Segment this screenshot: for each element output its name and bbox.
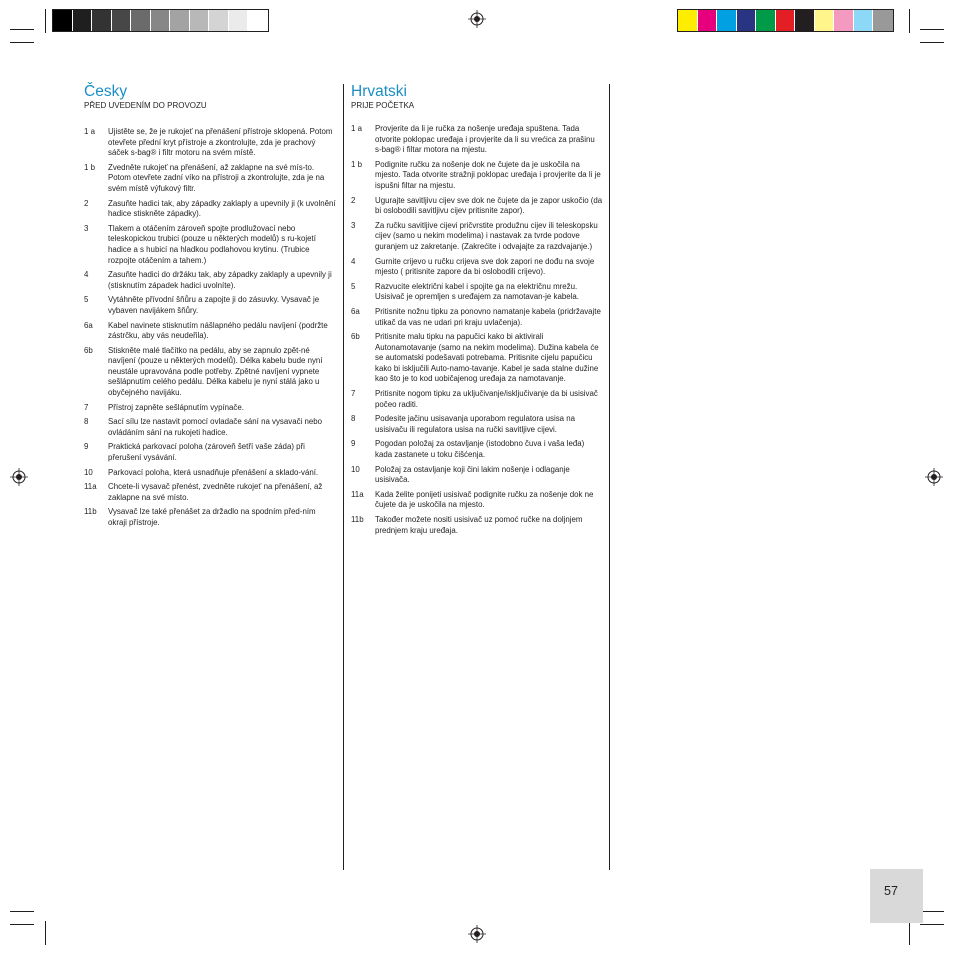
step-number: 11b bbox=[351, 515, 364, 524]
list-item bbox=[351, 160, 603, 192]
step-number: 2 bbox=[351, 195, 356, 205]
step-number: 8 bbox=[84, 417, 89, 427]
color-swatch bbox=[873, 10, 893, 31]
list-item bbox=[351, 465, 603, 486]
page-number: 57 bbox=[884, 884, 898, 898]
step-text: Vytáhněte přívodní šňůru a zapojte ji do zásuvky. Vysavač je vybaven navijákem šňůry. bbox=[108, 295, 320, 315]
list-item bbox=[351, 332, 603, 385]
section-title-croatian: Hrvatski bbox=[351, 83, 407, 100]
step-text: Za ručku savitljive cijevi pričvrstite produžnu cijev ili teleskopsku cijev (samo u nekim modelima) i nastavak za tvrde podove guranjem uz zakretanje. (Zakrećite i odvajajte za razdvajanje.) bbox=[375, 220, 598, 251]
color-swatch bbox=[112, 10, 132, 31]
step-number: 10 bbox=[84, 467, 93, 477]
step-number: 1 a bbox=[84, 127, 95, 136]
list-item bbox=[351, 196, 603, 217]
color-calibration-bar bbox=[677, 9, 894, 32]
step-number: 1 a bbox=[351, 124, 362, 133]
step-text: Pritisnite malu tipku na papučici kako bi aktivirali Autonamotavanje (samo na nekim modelima). Dužina kabela će se automatski podešavati potrebama. Pritisnite cijelu papučicu kako bi isključili Auto-namo-tavanje. Kabel je sada stalne dužine kao što je to kod uobičajenog uređaja za namotavanje. bbox=[375, 332, 599, 384]
step-text: Kada želite ponijeti usisivač podignite ručku za nošenje dok ne čujete da je uskočila na mjesto. bbox=[375, 489, 594, 510]
color-swatch bbox=[151, 10, 171, 31]
step-number: 7 bbox=[84, 402, 89, 412]
color-swatch bbox=[776, 10, 796, 31]
step-text: Chcete-li vysavač přenést, zvedněte rukojeť na přenášení, až zaklapne na své místo. bbox=[108, 482, 323, 502]
color-swatch bbox=[229, 10, 249, 31]
step-number: 1 b bbox=[351, 159, 362, 169]
step-text: Stiskněte malé tlačítko na pedálu, aby se zapnulo zpět-né navíjení (pouze u některých modelů). Délka kabelu bude nyní neustále upravována podle potřeby. Zpětné navíjení vypnete sešlápnutím celého pedálu. Délka kabelu je nyní stálá jako u obyčejného navijáku. bbox=[108, 345, 323, 398]
registration-mark-icon bbox=[925, 468, 943, 486]
step-text: Vysavač lze také přenášet za držadlo na spodním před-ním okraji přístroje. bbox=[108, 507, 316, 527]
step-number: 5 bbox=[351, 281, 356, 291]
color-swatch bbox=[698, 10, 718, 31]
step-text: Zasuňte hadici tak, aby západky zaklaply a upevnily ji (k uvolnění hadice stiskněte západky). bbox=[108, 198, 336, 219]
color-swatch bbox=[92, 10, 112, 31]
list-item bbox=[84, 199, 336, 220]
color-swatch bbox=[678, 10, 698, 31]
step-number: 7 bbox=[351, 389, 356, 399]
section-subtitle-czech: PŘED UVEDENÍM DO PROVOZU bbox=[84, 101, 207, 110]
step-text: Razvucite električni kabel i spojite ga na električnu mrežu. Usisivač je opremljen s uređajem za namotavan-je kabela. bbox=[375, 281, 579, 302]
step-number: 3 bbox=[351, 220, 356, 230]
list-item bbox=[351, 221, 603, 253]
step-text: Zasuňte hadici do držáku tak, aby západky zaklaply a upevnily ji (stisknutím západek hadici uvolníte). bbox=[108, 270, 332, 290]
list-item bbox=[84, 507, 336, 528]
list-item bbox=[84, 482, 336, 503]
step-text: Položaj za ostavljanje koji čini lakim nošenje i odlaganje usisivača. bbox=[375, 464, 570, 485]
color-swatch bbox=[170, 10, 190, 31]
step-number: 6b bbox=[351, 332, 360, 342]
step-text: Pritisnite nožnu tipku za ponovno namatanje kabela (pridržavajte utikač da vas ne udari pri kraju uvlačenja). bbox=[375, 306, 601, 327]
list-item bbox=[84, 295, 336, 316]
registration-mark-icon bbox=[468, 925, 486, 943]
list-item bbox=[84, 321, 336, 342]
step-number: 9 bbox=[84, 442, 89, 452]
list-item bbox=[351, 490, 603, 511]
step-text: Praktická parkovací poloha (zároveň šetří vaše záda) při přerušení vysávání. bbox=[108, 442, 305, 463]
step-text: Parkovací poloha, která usnadňuje přenášení a sklado-vání. bbox=[108, 467, 319, 477]
step-text: Provjerite da li je ručka za nošenje uređaja spuštena. Tada otvorite poklopac uređaja i provjerite da li su vrećica za prašinu s-bag® i filtar motora na mjestu. bbox=[375, 124, 595, 155]
step-text: Podignite ručku za nošenje dok ne čujete da je uskočila na mjesto. Tada otvorite stražnji poklopac uređaja i provjerite da li je ispušni filtar na mjestu. bbox=[375, 159, 601, 190]
step-number: 11a bbox=[351, 489, 364, 499]
list-item bbox=[351, 414, 603, 435]
step-number: 5 bbox=[84, 295, 89, 305]
color-swatch bbox=[834, 10, 854, 31]
column-divider bbox=[609, 84, 610, 870]
color-swatch bbox=[190, 10, 210, 31]
color-swatch bbox=[248, 10, 268, 31]
step-number: 10 bbox=[351, 464, 360, 474]
color-swatch bbox=[131, 10, 151, 31]
list-item bbox=[84, 127, 336, 159]
list-item bbox=[351, 439, 603, 460]
list-item bbox=[351, 282, 603, 303]
step-text: Sací sílu lze nastavit pomocí ovladače sání na vysavači nebo ovládáním sání na rukojeti hadice. bbox=[108, 417, 323, 437]
list-item bbox=[84, 468, 336, 479]
step-number: 4 bbox=[84, 270, 89, 280]
list-item bbox=[84, 270, 336, 291]
color-swatch bbox=[717, 10, 737, 31]
registration-mark-icon bbox=[10, 468, 28, 486]
step-number: 9 bbox=[351, 439, 356, 449]
color-swatch bbox=[73, 10, 93, 31]
step-text: Přístroj zapněte sešlápnutím vypínače. bbox=[108, 402, 244, 412]
step-text: Također možete nositi usisivač uz pomoć ručke na doljnjem prednjem kraju uređaja. bbox=[375, 515, 583, 535]
step-number: 6a bbox=[84, 320, 93, 330]
step-number: 3 bbox=[84, 223, 89, 233]
step-text: Ujistěte se, že je rukojeť na přenášení přístroje sklopená. Potom otevřete přední kryt přístroje a zkontrolujte, zda je prachový sáček s-bag® i filtr motoru na svém místě. bbox=[108, 127, 333, 158]
list-item bbox=[351, 515, 603, 536]
color-swatch bbox=[209, 10, 229, 31]
instruction-list-czech bbox=[84, 127, 336, 533]
color-swatch bbox=[756, 10, 776, 31]
list-item bbox=[351, 257, 603, 278]
list-item bbox=[84, 346, 336, 399]
color-swatch bbox=[53, 10, 73, 31]
step-number: 11a bbox=[84, 482, 97, 492]
step-text: Zvedněte rukojeť na přenášení, až zaklapne na své mís-to. Potom otevřete zadní víko na přístroji a zkontrolujte, zda je na svém místě výfukový filtr. bbox=[108, 162, 325, 193]
grayscale-calibration-bar bbox=[52, 9, 269, 32]
list-item bbox=[84, 403, 336, 414]
list-item bbox=[84, 442, 336, 463]
step-text: Kabel navinete stisknutím nášlapného pedálu navíjení (podržte zástrčku, aby vás neudeřila). bbox=[108, 320, 328, 341]
step-number: 8 bbox=[351, 414, 356, 424]
section-title-czech: Česky bbox=[84, 83, 128, 100]
color-swatch bbox=[815, 10, 835, 31]
list-item bbox=[84, 163, 336, 195]
step-text: Ugurajte savitljivu cijev sve dok ne čujete da je zapor uskočio (da bi oslobodili savitljivu cijev pritisnite zapor). bbox=[375, 195, 603, 216]
color-swatch bbox=[854, 10, 874, 31]
list-item bbox=[84, 417, 336, 438]
list-item bbox=[351, 124, 603, 156]
step-text: Pogodan položaj za ostavljanje (istodobno čuva i vaša leđa) kada zastanete u toku čišćenja. bbox=[375, 439, 585, 460]
step-number: 6a bbox=[351, 306, 360, 316]
step-text: Pritisnite nogom tipku za uključivanje/isključivanje da bi usisivač počeo raditi. bbox=[375, 389, 598, 409]
step-number: 6b bbox=[84, 345, 93, 355]
step-number: 11b bbox=[84, 507, 97, 517]
list-item bbox=[351, 389, 603, 410]
color-swatch bbox=[737, 10, 757, 31]
step-text: Gurnite crijevo u ručku crijeva sve dok zapori ne dođu na svoje mjesto ( pritisnite zapore da bi oslobodili crijevo). bbox=[375, 256, 595, 277]
instruction-list-croatian bbox=[351, 124, 603, 540]
list-item bbox=[84, 224, 336, 266]
section-subtitle-croatian: PRIJE POČETKA bbox=[351, 101, 415, 110]
step-text: Tlakem a otáčením zároveň spojte prodlužovací nebo teleskopickou trubici (pouze u některých modelů) s ru-kojetí hadice a s hubicí na hladkou podlahovou krytinu. (Trubice rozpojte otáčením a tahem.) bbox=[108, 223, 316, 265]
step-text: Podesite jačinu usisavanja uporabom regulatora usisa na usisivaču ili regulatora usisa na ručki savitljive cijevi. bbox=[375, 414, 576, 434]
list-item bbox=[351, 307, 603, 328]
color-swatch bbox=[795, 10, 815, 31]
step-number: 4 bbox=[351, 256, 356, 266]
column-divider bbox=[343, 84, 344, 870]
step-number: 2 bbox=[84, 198, 89, 208]
step-number: 1 b bbox=[84, 162, 95, 172]
registration-mark-icon bbox=[468, 10, 486, 28]
